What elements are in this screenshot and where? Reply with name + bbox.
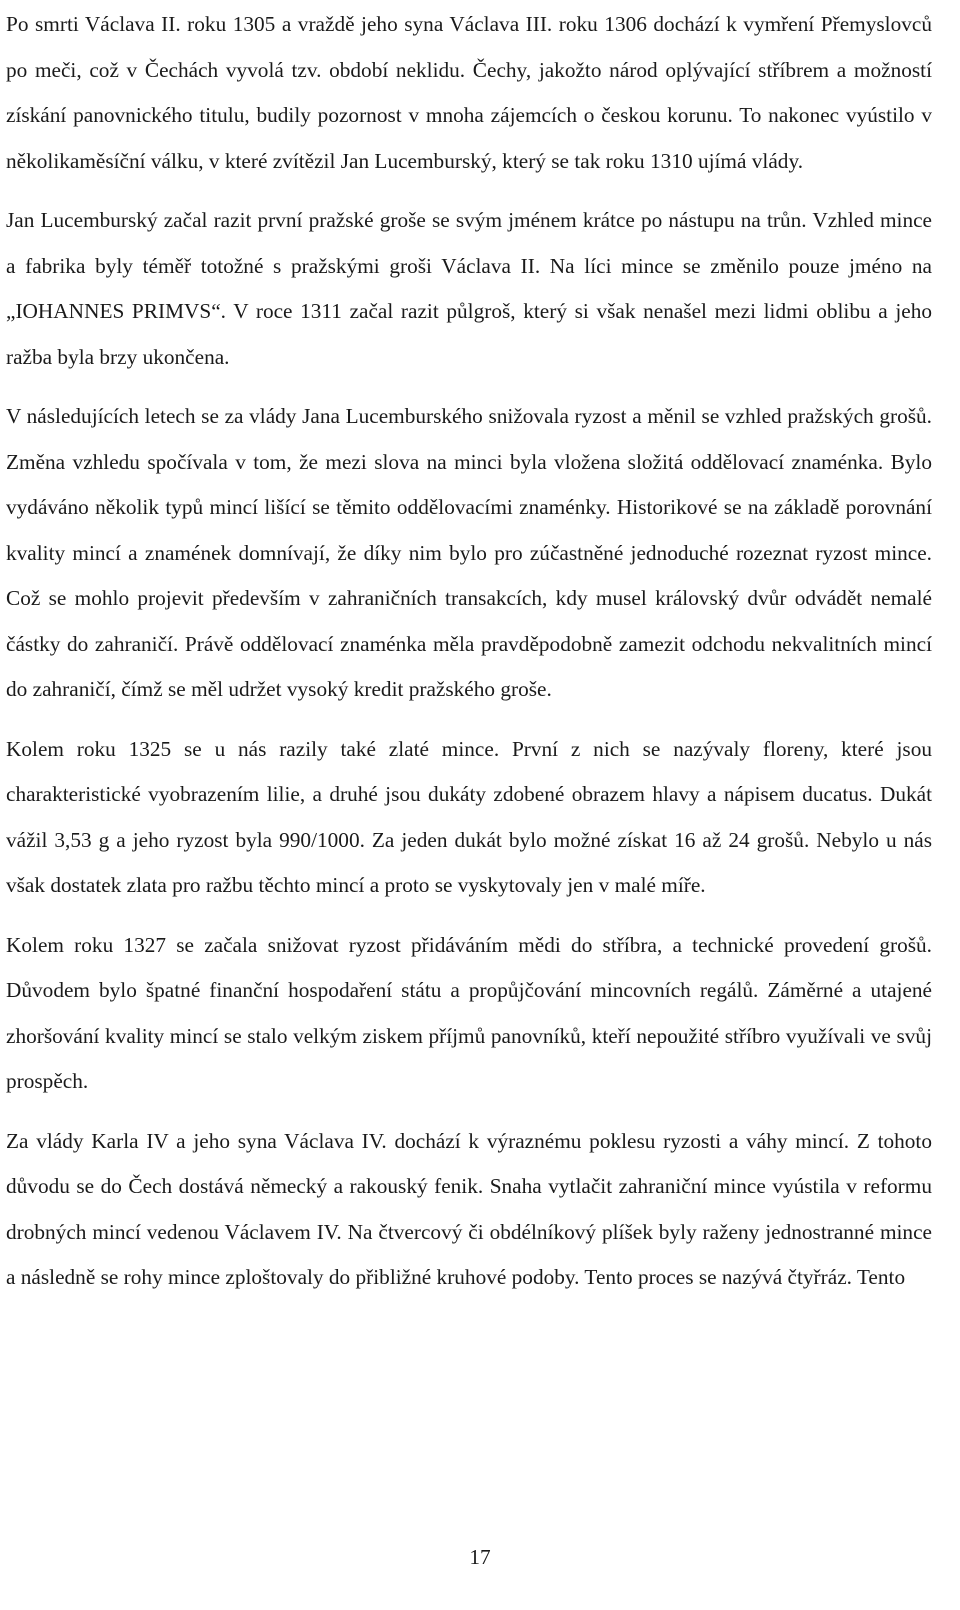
paragraph-5: Kolem roku 1327 se začala snižovat ryzost přidáváním mědi do stříbra, a technické provedení grošů. Důvodem bylo špatné finanční hospodaření státu a propůjčování mincovních regálů. Záměrné a utajené zhoršování kvality mincí se stalo velkým ziskem příjmů panovníků, kteří nepoužité stříbro využívali ve svůj prospěch.	[6, 932, 932, 1093]
paragraph-3: V následujících letech se za vlády Jana Lucemburského snižovala ryzost a měnil se vzhled pražských grošů. Změna vzhledu spočívala v tom, že mezi slova na minci byla vložena složitá oddělovací znaménka. Bylo vydáváno několik typů mincí lišící se těmito oddělovacími znaménky. Historikové se na základě porovnání kvality mincí a znamének domnívají, že díky nim bylo pro zúčastněné jednoduché rozeznat ryzost mince. Což se mohlo projevit především v zahraničních transakcích, kdy musel královský dvůr odvádět nemalé částky do zahraničí. Právě oddělovací znaménka měla pravděpodobně zamezit odchodu nekvalitních mincí do zahraničí, čímž se měl udržet vysoký kredit pražského groše.	[6, 404, 932, 701]
page-number: 17	[469, 1545, 491, 1569]
body-text	[6, 2, 932, 1315]
paragraph-6: Za vlády Karla IV a jeho syna Václava IV. dochází k výraznému poklesu ryzosti a váhy mincí. Z tohoto důvodu se do Čech dostává německý a rakouský fenik. Snaha vytlačit zahraniční mince vyústila v reformu drobných mincí vedenou Václavem IV. Na čtvercový či obdélníkový plíšek byly raženy jednostranné mince a následně se rohy mince zploštovaly do přibližné kruhové podoby. Tento proces se nazývá čtyřráz. Tento	[6, 1128, 932, 1289]
paragraph-4: Kolem roku 1325 se u nás razily také zlaté mince. První z nich se nazývaly floreny, které jsou charakteristické vyobrazením lilie, a druhé jsou dukáty zdobené obrazem hlavy a nápisem ducatus. Dukát vážil 3,53 g a jeho ryzost byla 990/1000. Za jeden dukát bylo možné získat 16 až 24 grošů. Nebylo u nás však dostatek zlata pro ražbu těchto mincí a proto se vyskytovaly jen v malé míře.	[6, 736, 932, 897]
paragraph-1: Po smrti Václava II. roku 1305 a vraždě jeho syna Václava III. roku 1306 dochází k vymření Přemyslovců po meči, což v Čechách vyvolá tzv. období neklidu. Čechy, jakožto národ oplývající stříbrem a možností získání panovnického titulu, budily pozornost v mnoha zájemcích o českou korunu. To nakonec vyústilo v několikaměsíční válku, v které zvítězil Jan Lucemburský, který se tak roku 1310 ujímá vlády.	[6, 12, 932, 173]
paragraph-2: Jan Lucemburský začal razit první pražské groše se svým jménem krátce po nástupu na trůn. Vzhled mince a fabrika byly téměř totožné s pražskými groši Václava II. Na líci mince se změnilo pouze jméno na „IOHANNES PRIMVS“. V roce 1311 začal razit půlgroš, který si však nenašel mezi lidmi oblibu a jeho ražba byla brzy ukončena.	[6, 208, 932, 369]
